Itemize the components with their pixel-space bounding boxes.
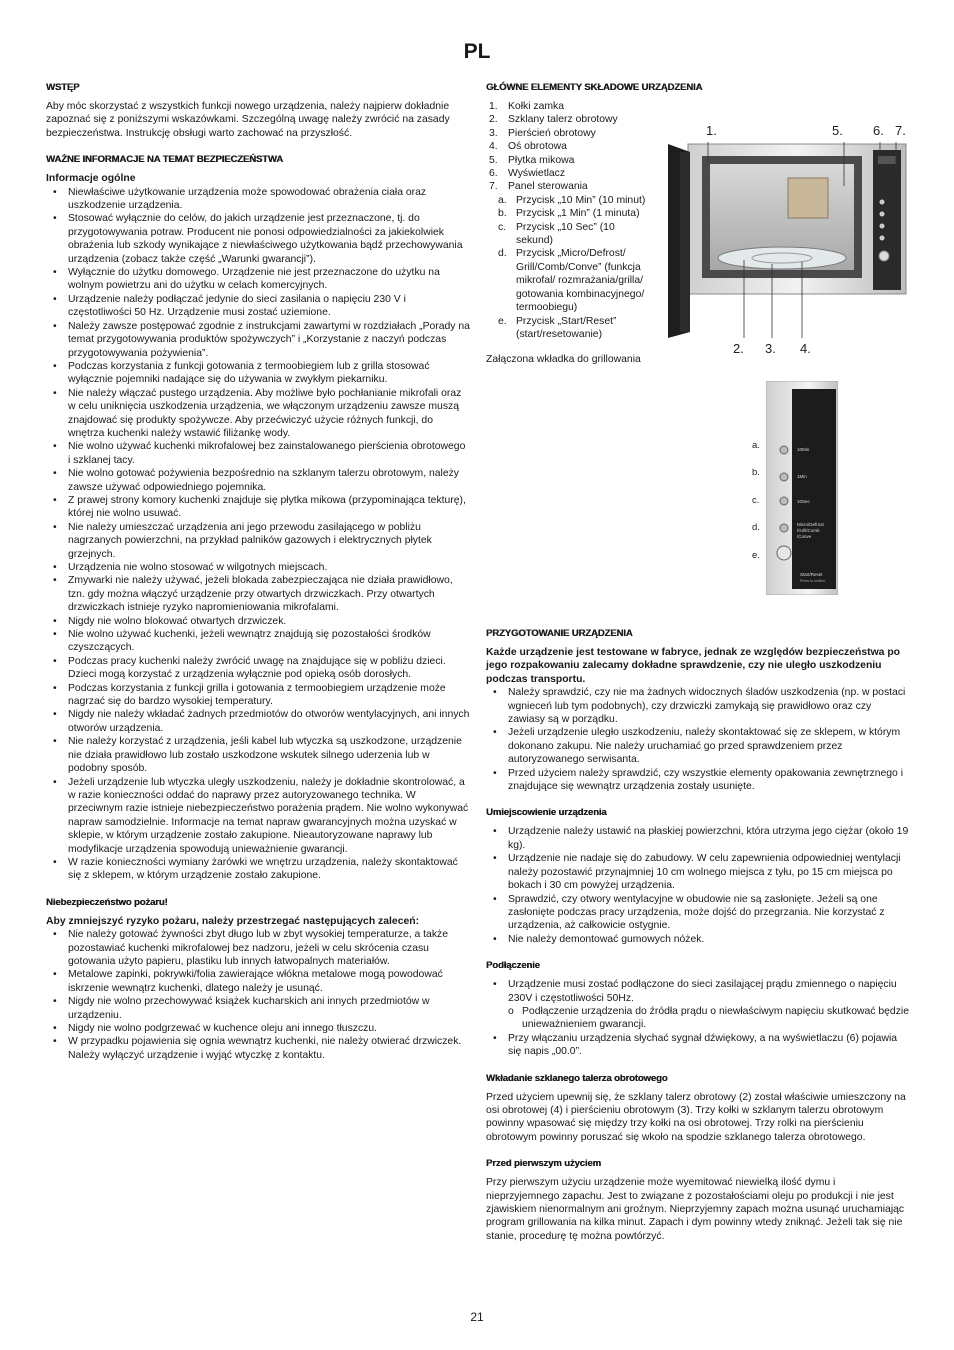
- panel-letter: c.: [752, 495, 760, 506]
- list-item: e. Przycisk „Start/Reset” (start/resetowanie): [498, 315, 617, 340]
- control-panel-figure: [766, 381, 838, 595]
- list-item: c. Przycisk „10 Sec” (10 sekund): [498, 221, 615, 247]
- list-item: • Z prawej strony komory kuchenki znajduje się płytka mikowa (przypominająca tekturę), której nie wolno usuwać.: [46, 494, 470, 521]
- panel-button-text: 10Sec: [797, 499, 810, 504]
- list-item: • Nie należy korzystać z urządzenia, jeśli kabel lub wtyczka są uszkodzone, urządzenie nie działa prawidłowo lub zostało uszkodzone wskutek silnego uderzenia lub w podobny sposób.: [46, 735, 470, 775]
- safety-heading: WAŻNE INFORMACJE NA TEMAT BEZPIECZEŃSTWA: [46, 154, 284, 166]
- fire-heading: Niebezpieczeństwo pożaru!: [46, 896, 168, 908]
- list-item: • Zmywarki nie należy używać, jeżeli blokada zabezpieczająca nie działa prawidłowo, tzn. gdy można włączyć urządzenie przy otwartych drzwiczkach. Przy otwartych drzwiczkach istnieje ryzyko napromieniowania mikrofalami.: [46, 574, 470, 614]
- list-item: • Nigdy nie wolno podgrzewać w kuchence oleju ani innego tłuszczu.: [46, 1022, 470, 1035]
- panel-letter: a.: [752, 440, 760, 451]
- list-item: • Przy włączaniu urządzenia słychać sygnał dźwiękowy, a na wyświetlaczu (6) pojawia się napis „00.0”.: [486, 1032, 910, 1059]
- parts-heading: GŁÓWNE ELEMENTY SKŁADOWE URZĄDZENIA: [486, 82, 703, 93]
- list-item: 7. Panel sterowania a. Przycisk „10 Min” (10 minut) b. Przycisk „1 Min” (1 minuta) c. Przycisk „10 Sec” (10 sekund) d. Przycisk „Micro/Defrost/ Grill/Comb/Conve” (funkcja mikrofal/ rozmrażania/grilla/ gotowania kombinacyjnego/ termoobiegu) e. Przycisk „Start/Reset” (start/resetowanie): [486, 180, 676, 341]
- first-use-text: Przy pierwszym użyciu urządzenie może wyemitować niewielką ilość dymu i nieprzyjemnego zapachu. Jest to związane z pozostałościami oleju po produkcji i nie jest zjawiskiem nienormalnym ani groźnym. Nieprzyjemny zapach można usunąć uruchamiając program grillowania na kilka minut. Zapach i dym powinny wtedy zniknąć. Jeżeli tak się nie stanie, procedurę tę można powtórzyć.: [486, 1177, 905, 1242]
- list-item: • Nie należy włączać pustego urządzenia. Aby możliwe było pochłanianie mikrofali oraz w celu uniknięcia uszkodzenia urządzenia, we włączonym urządzeniu zawsze muszą znajdować się produkty spożywcze. Aby przećwiczyć użycie różnych funkcji, do wnętrza kuchenki należy wstawić filiżankę wody.: [46, 387, 470, 441]
- figure-label: 6.: [873, 123, 884, 138]
- list-item: • Nie należy umieszczać urządzenia ani jego przewodu zasilającego w pobliżu nagrzanych powierzchni, na przykład palników gazowych i elektrycznych płytek grzejnych.: [46, 521, 470, 561]
- list-item: • Sprawdzić, czy otwory wentylacyjne w obudowie nie są zasłonięte. Jeżeli są one zasłonięte podczas pracy urządzenia, może dojść do przegrzania. Nie korzystać z urządzenia, aż całkowicie ostygnie.: [486, 893, 910, 933]
- intro-text: Aby móc skorzystać z wszystkich funkcji nowego urządzenia, należy najpierw dokładnie zapoznać się z poniższymi wskazówkami. Szczególną uwagę należy zwrócić na zasady bezpieczeństwa. Instrukcję obsługi warto zachować na przyszłość.: [46, 101, 450, 139]
- control-panel-sublist: [494, 194, 676, 341]
- intro-heading: WSTĘP: [46, 82, 80, 93]
- prep-list: [486, 686, 910, 793]
- plate-text: Przed użyciem upewnij się, że szklany talerz obrotowy (2) został właściwie umieszczony na osi obrotowej (4) i pierścieniu obrotowym (3). Trzy kołki w szklanym talerzu obrotowym powinny wpasować się między trzy kołki na osi obrotowej. Trzy rolki na pierścieniu obrotowym powinny poruszać się wkoło na spodzie szklanego talerza obrotowego.: [486, 1091, 906, 1143]
- list-item: • Jeżeli urządzenie lub wtyczka uległy uszkodzeniu, należy je dokładnie skontrolować, a w razie konieczności oddać do naprawy przez autoryzowanego technika. W przeciwnym razie istnieje niebezpieczeństwo porażenia prądem. Nie wolno wykonywać napraw samodzielnie. Informacje na temat napraw gwarancyjnych można uzyskać w sklepie, w którym urządzenie zostało zakupione. Nieautoryzowane naprawy lub modyfikacje urządzenia spowodują unieważnienie gwarancji.: [46, 776, 470, 856]
- list-item: • Nie należy gotować żywności zbyt długo lub w zbyt wysokiej temperaturze, a także pozostawiać kuchenki mikrofalowej bez nadzoru, jeżeli w celu skrócenia czasu gotowania użyto papieru, plastiku lub innych łatwopalnych materiałów.: [46, 928, 470, 968]
- list-item: • Podczas pracy kuchenki należy zwrócić uwagę na znajdujące się w pobliżu dzieci. Dzieci mogą korzystać z urządzenia wyłącznie pod opieką osób dorosłych.: [46, 655, 470, 682]
- list-item: • Urządzenia nie wolno stosować w wilgotnych miejscach.: [46, 561, 470, 574]
- language-header: PL: [463, 40, 491, 63]
- list-item: • W razie konieczności wymiany żarówki we wnętrzu urządzenia, należy skontaktować się z sklepem, w którym urządzenie zostało zakupione.: [46, 856, 470, 883]
- page-number: 21: [470, 1310, 484, 1324]
- panel-button-text: /Grill/Comb: [797, 528, 820, 533]
- list-item: • Należy zawsze postępować zgodnie z instrukcjami zawartymi w rozdziałach „Porady na temat przygotowywania produktów spożywczych” i „Korzystanie z naczyń podczas przygotowywania pożywienia”.: [46, 320, 470, 360]
- figure-label: 2.: [733, 341, 744, 356]
- list-item: • Podczas korzystania z funkcji grilla i gotowania z termoobiegiem urządzenie może nagrzać się do bardzo wysokiej temperatury.: [46, 682, 470, 709]
- figure-label: 1.: [706, 123, 717, 138]
- safety-list: [46, 186, 470, 883]
- panel-letter: d.: [752, 522, 760, 533]
- list-subitem: o Podłączenie urządzenia do źródła prądu o niewłaściwym napięciu skutkować będzie unieważnieniem gwarancji.: [508, 1005, 909, 1031]
- safety-subheading: Informacje ogólne: [46, 173, 136, 185]
- list-item: • Należy sprawdzić, czy nie ma żadnych widocznych śladów uszkodzenia (np. w postaci wgnieceń lub tym podobnych), czy drzwiczki zamykają się prawidłowo oraz czy zawiasy są w porządku.: [486, 686, 910, 726]
- list-item: • Metalowe zapinki, pokrywki/folia zawierające włókna metalowe mogą powodować iskrzenie wewnątrz kuchenki, dlatego należy je usunąć.: [46, 968, 470, 995]
- list-item: • Nie wolno gotować pożywienia bezpośrednio na szklanym talerzu obrotowym, należy zawsze używać odpowiedniego pojemnika.: [46, 467, 470, 494]
- list-item: • Nie należy demontować gumowych nóżek.: [486, 933, 910, 946]
- list-item: • Nigdy nie wolno blokować otwartych drzwiczek.: [46, 615, 470, 628]
- list-item: d. Przycisk „Micro/Defrost/ Grill/Comb/Conve” (funkcja mikrofal/ rozmrażania/grilla/ gotowania kombinacyjnego/ termoobiegu): [498, 248, 645, 314]
- placement-heading: Umiejscowienie urządzenia: [486, 807, 607, 819]
- plate-heading: Wkładanie szklanego talerza obrotowego: [486, 1072, 668, 1084]
- placement-list: [486, 825, 910, 946]
- left-column: [46, 82, 470, 1062]
- list-item: 1. Kołki zamka: [489, 101, 565, 112]
- list-item: 4. Oś obrotowa: [489, 141, 567, 153]
- list-item: • Nigdy nie należy wkładać żadnych przedmiotów do otworów wentylacyjnych, ani innych otworów urządzenia.: [46, 708, 470, 735]
- first-use-heading: Przed pierwszym użyciem: [486, 1158, 601, 1170]
- panel-button-text: Start/Reset: [800, 572, 823, 577]
- list-item: • Jeżeli urządzenie uległo uszkodzeniu, należy skontaktować się ze sklepem, w którym dokonano zakupu. Nie należy uruchamiać go przed sprawdzeniem przez autoryzowanego serwisanta.: [486, 726, 910, 766]
- panel-letter: b.: [752, 467, 760, 478]
- list-item: 6. Wyświetlacz: [489, 168, 566, 180]
- panel-button-text: 10Min: [797, 447, 810, 452]
- list-item: • W przypadku pojawienia się ognia wewnątrz kuchenki, nie należy otwierać drzwiczek. Należy wyłączyć urządzenie i wyjąć wtyczkę z kontaktu.: [46, 1035, 470, 1062]
- list-item: 3. Pierścień obrotowy: [489, 127, 596, 139]
- list-item: • Niewłaściwe użytkowanie urządzenia może spowodować obrażenia ciała oraz uszkodzenie urządzenia.: [46, 186, 470, 213]
- prep-intro: Każde urządzenie jest testowane w fabryce, jednak ze względów bezpieczeństwa po jego rozpakowaniu zalecamy dokładne sprawdzenie, czy nie uległo uszkodzeniu podczas transportu.: [486, 647, 901, 685]
- panel-button-text: 1Min: [797, 474, 807, 479]
- list-item: • Urządzenie należy podłączać jedynie do sieci zasilania o napięciu 230 V i częstotliwości 50 Hz. Urządzenie musi zostać uziemione.: [46, 293, 470, 320]
- list-item: • Nigdy nie wolno przechowywać książek kucharskich ani innych przedmiotów w urządzeniu.: [46, 995, 470, 1022]
- list-item: a. Przycisk „10 Min” (10 minut): [498, 194, 646, 206]
- list-item: • Nie wolno używać kuchenki mikrofalowej bez zainstalowanego pierścienia obrotowego i szklanej tacy.: [46, 440, 470, 467]
- list-item: • Podczas korzystania z funkcji gotowania z termoobiegiem lub z grilla stosować wyłącznie pojemniki nadające się do używania w zwykłym piekarniku.: [46, 360, 470, 387]
- panel-button-text: /Conve: [797, 534, 812, 539]
- figure-label: 4.: [800, 341, 811, 356]
- list-item: • Wyłącznie do użytku domowego. Urządzenie nie jest przeznaczone do użytku na wolnym powietrzu ani do użytku w celach komercyjnych.: [46, 266, 470, 293]
- figure-label: 3.: [765, 341, 776, 356]
- panel-button-text: Micro/Defrost: [797, 522, 824, 527]
- list-item: • Urządzenie nie nadaje się do zabudowy. W celu zapewnienia odpowiedniej wentylacji należy pozostawić przynajmniej 10 cm wolnego miejsca z tyłu, po 15 cm miejsca po bokach i 30 cm powyżej urządzenia.: [486, 852, 910, 892]
- fire-subheading: Aby zmniejszyć ryzyko pożaru, należy przestrzegać następujących zaleceń:: [46, 915, 420, 927]
- list-item: 5. Płytka mikowa: [489, 154, 575, 166]
- figure-label: 7.: [895, 123, 906, 138]
- list-item: • Nie wolno używać kuchenki, jeżeli wewnątrz znajdują się pozostałości środków czyszczących.: [46, 628, 470, 655]
- list-item: • Stosować wyłącznie do celów, do jakich urządzenie jest przeznaczone, tj. do przygotowywania potraw. Producent nie ponosi odpowiedzialności za jakiekolwiek obrażenia lub szkody wynikające z niewłaściwego użytkowania bądź przechowywania urządzenia (zobacz także część „Warunki gwarancji”).: [46, 212, 470, 266]
- list-item: b. Przycisk „1 Min” (1 minuta): [498, 208, 640, 220]
- parts-list: [486, 100, 676, 341]
- fire-list: [46, 928, 470, 1062]
- list-item: • Urządzenie musi zostać podłączone do sieci zasilającej prądu zmiennego o napięciu 230V i częstotliwości 50Hz. o Podłączenie urządzenia do źródła prądu o niewłaściwym napięciu skutkować będzie unieważnieniem gwarancji.: [486, 978, 910, 1032]
- right-column-lower: [486, 628, 910, 1243]
- prep-heading: PRZYGOTOWANIE URZĄDZENIA: [486, 628, 633, 639]
- panel-button-text: Press to confirm: [800, 579, 826, 583]
- connect-list: [486, 978, 910, 1058]
- figure-label: 5.: [832, 123, 843, 138]
- panel-letter: e.: [752, 550, 760, 561]
- list-item: 2. Szklany talerz obrotowy: [489, 114, 618, 126]
- connect-heading: Podłączenie: [486, 960, 540, 972]
- grill-insert-note: Załączona wkładka do grillowania: [486, 354, 641, 366]
- list-item: • Urządzenie należy ustawić na płaskiej powierzchni, która utrzyma jego ciężar (około 19 kg).: [486, 825, 910, 852]
- list-item: • Przed użyciem należy sprawdzić, czy wszystkie elementy opakowania zewnętrznego i znajdujące się wewnątrz urządzenia zostały usunięte.: [486, 767, 910, 794]
- microwave-figure: [668, 142, 908, 338]
